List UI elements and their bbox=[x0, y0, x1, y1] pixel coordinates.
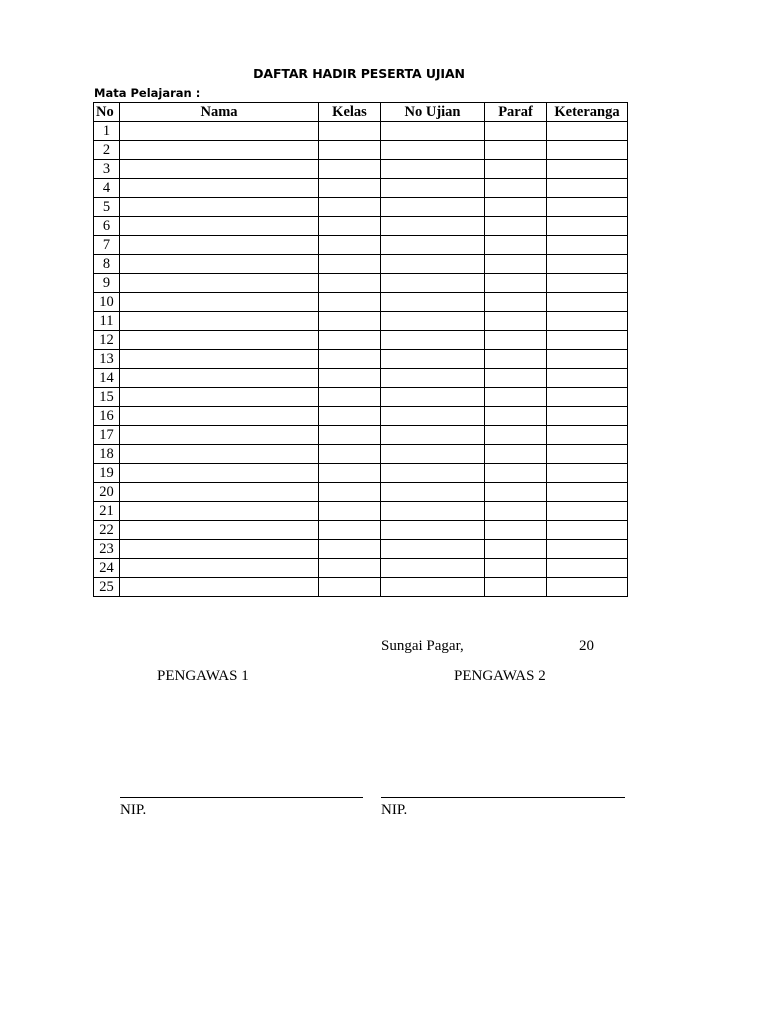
table-row bbox=[94, 198, 628, 217]
keterangan-cell bbox=[547, 502, 628, 521]
table-row bbox=[94, 293, 628, 312]
nama-cell bbox=[120, 179, 319, 198]
paraf-cell bbox=[485, 122, 547, 141]
keterangan-cell bbox=[547, 388, 628, 407]
no-ujian-cell bbox=[381, 160, 485, 179]
keterangan-cell bbox=[547, 407, 628, 426]
kelas-cell bbox=[319, 350, 381, 369]
table-body bbox=[94, 122, 628, 597]
paraf-cell bbox=[485, 578, 547, 597]
no-cell: 21 bbox=[94, 502, 120, 521]
table-row bbox=[94, 502, 628, 521]
table-row bbox=[94, 559, 628, 578]
no-cell: 19 bbox=[94, 464, 120, 483]
paraf-cell bbox=[485, 160, 547, 179]
kelas-cell bbox=[319, 198, 381, 217]
no-ujian-cell bbox=[381, 483, 485, 502]
no-ujian-cell bbox=[381, 122, 485, 141]
table-row bbox=[94, 521, 628, 540]
kelas-cell bbox=[319, 217, 381, 236]
paraf-cell bbox=[485, 521, 547, 540]
paraf-cell bbox=[485, 369, 547, 388]
no-ujian-cell bbox=[381, 236, 485, 255]
kelas-cell bbox=[319, 578, 381, 597]
kelas-cell bbox=[319, 559, 381, 578]
paraf-cell bbox=[485, 388, 547, 407]
table-row bbox=[94, 274, 628, 293]
no-ujian-cell bbox=[381, 559, 485, 578]
no-ujian-cell bbox=[381, 179, 485, 198]
no-cell: 16 bbox=[94, 407, 120, 426]
no-ujian-cell bbox=[381, 445, 485, 464]
no-cell: 15 bbox=[94, 388, 120, 407]
no-cell: 25 bbox=[94, 578, 120, 597]
no-ujian-cell bbox=[381, 293, 485, 312]
nama-cell bbox=[120, 426, 319, 445]
no-cell: 4 bbox=[94, 179, 120, 198]
no-cell: 8 bbox=[94, 255, 120, 274]
document-title: DAFTAR HADIR PESERTA UJIAN bbox=[253, 66, 465, 81]
keterangan-cell bbox=[547, 578, 628, 597]
nama-cell bbox=[120, 255, 319, 274]
keterangan-cell bbox=[547, 483, 628, 502]
table-row bbox=[94, 236, 628, 255]
no-cell: 22 bbox=[94, 521, 120, 540]
nama-cell bbox=[120, 445, 319, 464]
paraf-cell bbox=[485, 255, 547, 274]
keterangan-cell bbox=[547, 426, 628, 445]
keterangan-cell bbox=[547, 255, 628, 274]
table-row bbox=[94, 312, 628, 331]
year-label: 20 bbox=[579, 638, 594, 654]
no-cell: 20 bbox=[94, 483, 120, 502]
nama-cell bbox=[120, 312, 319, 331]
kelas-cell bbox=[319, 255, 381, 274]
kelas-cell bbox=[319, 540, 381, 559]
nama-cell bbox=[120, 350, 319, 369]
paraf-cell bbox=[485, 312, 547, 331]
kelas-cell bbox=[319, 160, 381, 179]
nip-2-label: NIP. bbox=[381, 802, 408, 818]
no-ujian-cell bbox=[381, 388, 485, 407]
keterangan-cell bbox=[547, 141, 628, 160]
nama-cell bbox=[120, 236, 319, 255]
table-row bbox=[94, 160, 628, 179]
no-ujian-cell bbox=[381, 426, 485, 445]
kelas-cell bbox=[319, 274, 381, 293]
kelas-cell bbox=[319, 521, 381, 540]
kelas-cell bbox=[319, 141, 381, 160]
paraf-cell bbox=[485, 274, 547, 293]
kelas-cell bbox=[319, 179, 381, 198]
paraf-cell bbox=[485, 559, 547, 578]
keterangan-cell bbox=[547, 540, 628, 559]
table-row bbox=[94, 331, 628, 350]
no-cell: 7 bbox=[94, 236, 120, 255]
no-cell: 14 bbox=[94, 369, 120, 388]
no-ujian-cell bbox=[381, 464, 485, 483]
no-ujian-cell bbox=[381, 198, 485, 217]
no-ujian-cell bbox=[381, 540, 485, 559]
signature-line-2 bbox=[381, 797, 625, 798]
kelas-cell bbox=[319, 122, 381, 141]
no-ujian-cell bbox=[381, 502, 485, 521]
table-row bbox=[94, 445, 628, 464]
nama-cell bbox=[120, 293, 319, 312]
kelas-cell bbox=[319, 483, 381, 502]
no-cell: 9 bbox=[94, 274, 120, 293]
table-row bbox=[94, 426, 628, 445]
table-row bbox=[94, 407, 628, 426]
paraf-cell bbox=[485, 179, 547, 198]
kelas-cell bbox=[319, 312, 381, 331]
no-ujian-cell bbox=[381, 521, 485, 540]
nama-cell bbox=[120, 483, 319, 502]
keterangan-cell bbox=[547, 217, 628, 236]
no-ujian-cell bbox=[381, 331, 485, 350]
nama-cell bbox=[120, 141, 319, 160]
no-cell: 13 bbox=[94, 350, 120, 369]
no-cell: 1 bbox=[94, 122, 120, 141]
header-no-ujian: No Ujian bbox=[381, 103, 485, 122]
keterangan-cell bbox=[547, 179, 628, 198]
kelas-cell bbox=[319, 502, 381, 521]
no-cell: 11 bbox=[94, 312, 120, 331]
paraf-cell bbox=[485, 350, 547, 369]
table-row bbox=[94, 141, 628, 160]
no-cell: 17 bbox=[94, 426, 120, 445]
place-date-label: Sungai Pagar, bbox=[381, 638, 464, 654]
keterangan-cell bbox=[547, 312, 628, 331]
keterangan-cell bbox=[547, 521, 628, 540]
paraf-cell bbox=[485, 331, 547, 350]
table-row bbox=[94, 217, 628, 236]
no-ujian-cell bbox=[381, 312, 485, 331]
no-ujian-cell bbox=[381, 578, 485, 597]
paraf-cell bbox=[485, 217, 547, 236]
no-ujian-cell bbox=[381, 217, 485, 236]
paraf-cell bbox=[485, 407, 547, 426]
nama-cell bbox=[120, 331, 319, 350]
paraf-cell bbox=[485, 141, 547, 160]
keterangan-cell bbox=[547, 559, 628, 578]
signature-line-1 bbox=[120, 797, 363, 798]
paraf-cell bbox=[485, 236, 547, 255]
table-row bbox=[94, 122, 628, 141]
paraf-cell bbox=[485, 540, 547, 559]
subject-label: Mata Pelajaran : bbox=[94, 86, 201, 100]
no-cell: 24 bbox=[94, 559, 120, 578]
header-kelas: Kelas bbox=[319, 103, 381, 122]
nama-cell bbox=[120, 502, 319, 521]
paraf-cell bbox=[485, 293, 547, 312]
no-cell: 12 bbox=[94, 331, 120, 350]
no-cell: 2 bbox=[94, 141, 120, 160]
no-ujian-cell bbox=[381, 141, 485, 160]
kelas-cell bbox=[319, 407, 381, 426]
nama-cell bbox=[120, 122, 319, 141]
no-ujian-cell bbox=[381, 255, 485, 274]
paraf-cell bbox=[485, 445, 547, 464]
nama-cell bbox=[120, 540, 319, 559]
keterangan-cell bbox=[547, 198, 628, 217]
supervisor-2-label: PENGAWAS 2 bbox=[454, 668, 546, 684]
table-row bbox=[94, 255, 628, 274]
supervisor-1-label: PENGAWAS 1 bbox=[157, 668, 249, 684]
header-nama: Nama bbox=[120, 103, 319, 122]
kelas-cell bbox=[319, 293, 381, 312]
table-row bbox=[94, 578, 628, 597]
keterangan-cell bbox=[547, 445, 628, 464]
keterangan-cell bbox=[547, 236, 628, 255]
no-cell: 5 bbox=[94, 198, 120, 217]
paraf-cell bbox=[485, 198, 547, 217]
keterangan-cell bbox=[547, 160, 628, 179]
kelas-cell bbox=[319, 236, 381, 255]
no-ujian-cell bbox=[381, 369, 485, 388]
nama-cell bbox=[120, 521, 319, 540]
nip-1-label: NIP. bbox=[120, 802, 147, 818]
kelas-cell bbox=[319, 426, 381, 445]
table-row bbox=[94, 369, 628, 388]
no-cell: 18 bbox=[94, 445, 120, 464]
kelas-cell bbox=[319, 464, 381, 483]
header-keterangan: Keteranga bbox=[547, 103, 628, 122]
table-row bbox=[94, 350, 628, 369]
nama-cell bbox=[120, 198, 319, 217]
no-cell: 6 bbox=[94, 217, 120, 236]
nama-cell bbox=[120, 559, 319, 578]
paraf-cell bbox=[485, 464, 547, 483]
paraf-cell bbox=[485, 483, 547, 502]
no-ujian-cell bbox=[381, 350, 485, 369]
table-row bbox=[94, 388, 628, 407]
no-cell: 23 bbox=[94, 540, 120, 559]
table-row bbox=[94, 483, 628, 502]
keterangan-cell bbox=[547, 464, 628, 483]
nama-cell bbox=[120, 160, 319, 179]
nama-cell bbox=[120, 369, 319, 388]
table-row bbox=[94, 540, 628, 559]
no-cell: 10 bbox=[94, 293, 120, 312]
keterangan-cell bbox=[547, 331, 628, 350]
kelas-cell bbox=[319, 388, 381, 407]
paraf-cell bbox=[485, 426, 547, 445]
keterangan-cell bbox=[547, 350, 628, 369]
nama-cell bbox=[120, 217, 319, 236]
keterangan-cell bbox=[547, 369, 628, 388]
no-ujian-cell bbox=[381, 407, 485, 426]
keterangan-cell bbox=[547, 122, 628, 141]
nama-cell bbox=[120, 578, 319, 597]
paraf-cell bbox=[485, 502, 547, 521]
no-ujian-cell bbox=[381, 274, 485, 293]
attendance-table bbox=[93, 102, 628, 597]
table-row bbox=[94, 464, 628, 483]
nama-cell bbox=[120, 464, 319, 483]
header-no: No bbox=[94, 103, 120, 122]
nama-cell bbox=[120, 388, 319, 407]
kelas-cell bbox=[319, 369, 381, 388]
nama-cell bbox=[120, 274, 319, 293]
keterangan-cell bbox=[547, 274, 628, 293]
table-header-row bbox=[94, 103, 628, 122]
kelas-cell bbox=[319, 331, 381, 350]
keterangan-cell bbox=[547, 293, 628, 312]
no-cell: 3 bbox=[94, 160, 120, 179]
nama-cell bbox=[120, 407, 319, 426]
table-row bbox=[94, 179, 628, 198]
kelas-cell bbox=[319, 445, 381, 464]
header-paraf: Paraf bbox=[485, 103, 547, 122]
